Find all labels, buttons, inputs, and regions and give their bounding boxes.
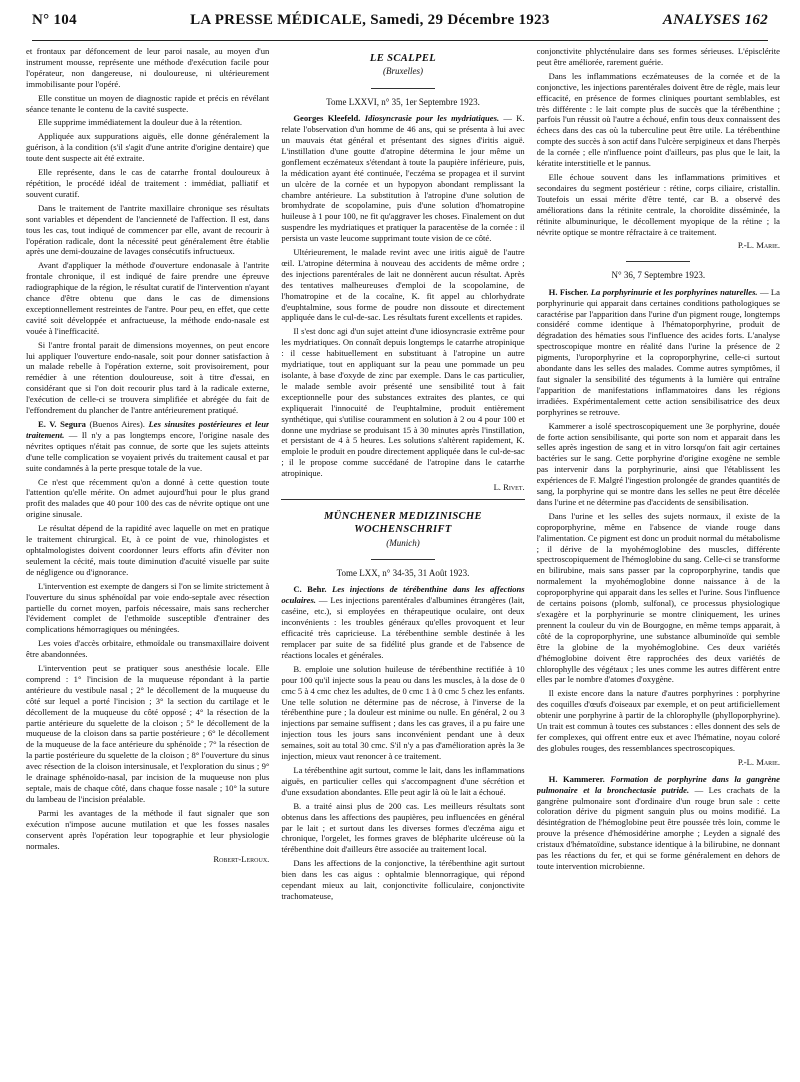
abstract-text: — Les injections parentérales d'albumines étrangères (lait, caséine, etc.), si employées en thérapeutique oculaire, ont deux inconvénients : les troubles généraux qu'elles provoquent et leur efficacité très capricieuse. La térébenthine semble destinée à les remplacer par suite de sa fidélité plus grande et de l'absence de réactions locales et générales.: [281, 595, 525, 660]
journal-name: MÜNCHENER MEDIZINISCHE WOCHENSCHRIFT: [324, 510, 482, 536]
journal-city: (Bruxelles): [383, 66, 423, 77]
paragraph: B. a traité ainsi plus de 200 cas. Les meilleurs résultats sont obtenus dans les affections des paupières, peu influencées en général par le lait ; et surtout dans les diverses formes d'eczéma aigu et chronique, l'orgelet, les formes graves de blépharite ulcéreuse où la térébenthine doit d'ailleurs être associée au traitement local.: [281, 800, 525, 855]
column-1: [26, 46, 269, 1070]
divider: [281, 499, 524, 500]
columns: [26, 46, 780, 1070]
author-name: Georges Kleefeld.: [293, 113, 361, 124]
paragraph: La térébenthine agit surtout, comme le lait, dans les inflammations aiguës, en particulier celles qui s'accompagnent d'une sécrétion et d'une exsudation abondantes. Elle peut agir là où le lait a échoué.: [281, 764, 525, 797]
paragraph: conjonctivite phlycténulaire dans ses formes sérieuses. L'épisclérite peut être améliorée, rarement guérie.: [536, 46, 780, 67]
issue-info: Tome LXX, n° 34-35, 31 Août 1923.: [336, 568, 470, 579]
paragraph: Dans les affections de la conjonctive, la térébenthine agit surtout bien dans les cas aigus : ophtalmie blennorragique, qui répond cependant mieux au lait, conjonctivite folliculaire, conjonctivite trachomateuse,: [281, 858, 525, 901]
paragraph: Elle supprime immédiatement la douleur due à la rétention.: [38, 117, 243, 128]
author-city: (Buenos Aires).: [85, 419, 149, 429]
paragraph: Ce n'est que récemment qu'on a donné à cette question toute l'attention qu'elle mérite. On admet aujourd'hui pour le plus grand profit des malades que 40 pour 100 des cas de névrite optique ont une origine sinusale.: [26, 476, 270, 520]
paragraph: Il s'est donc agi d'un sujet atteint d'une idiosyncrasie extrême pour les mydriatiques. On connaît depuis longtemps le catarrhe atropinique : il cesse habituellement en substituant à l'atropine un autre mydriatique, tout en appliquant sur la peau une pommade un peu isolante, à base d'oxyde de zinc par exemple. Dans le cas particulier, le malade semble avoir présenté une sensibilité tout à fait exceptionnelle pour des substances extraites des plantes, ce qui expliquerait l'innocuité de l'euphtalmine, produit entièrement synthétique, qui s'utilise couramment en solution à 2 ou 4 pour 100 et donne une mydriase se produisant 15 à 30 minutes après l'instillation, et persistant de 4 à 5 heures. Les solutions s'altèrent rapidement, K. emploie le produit en poudre directement appliquée dans le cul-de-sac ; il le propose comme succédané de l'atropine dans le catarrhe atropinique.: [281, 326, 525, 479]
issue-number: N° 104: [32, 11, 77, 28]
paragraph: Parmi les avantages de la méthode il faut signaler que son exécution n'impose aucune mutilation et que les fosses nasales conservent après l'opération leur topographie et leur physiologie normales.: [26, 807, 270, 851]
paragraph: Le résultat dépend de la rapidité avec laquelle on met en pratique le traitement chirurgical. Et, à ce point de vue, rhinologistes et ophtalmologistes doivent coordonner leurs efforts afin d'éviter non seulement la cécité, mais toute diminution d'acuité visuelle par suite de négligence ou d'ignorance.: [26, 523, 270, 577]
abstract-text: — Il n'y a pas longtemps encore, l'origine nasale des névrites optiques n'était pas connue, de sorte que les sujets atteints d'une telle complication se voyaient privés du traitement causal et par suite condamnés à la perte presque totale de la vue.: [26, 429, 270, 473]
paragraph: L'intervention est exempte de dangers si l'on se limite strictement à l'ouverture du sinus sphénoïdal par voie endo-septale avec résection partielle du cornet moyen, parfois nécessaire, mais sans rechercher l'évidement complet de l'ethmoïde susceptible d'entrainer des complications hémorragiques ou méningées.: [26, 580, 270, 635]
author-name: E. V. Segura: [38, 419, 86, 429]
abstract-segura: [26, 419, 269, 474]
column-3: [537, 46, 780, 1070]
journal-name: LE SCALPEL: [369, 53, 437, 64]
paragraph: Dans les inflammations eczémateuses de la cornée et de la conjonctive, les injections parentérales doivent être de règle, mais leur efficacité, en présence de formes cliniques pourtant semblables, est très différente : le lait compte plus de succès que la térébenthine ; parfois l'un réussit où l'autre a échoué, enfin tous deux connaissent des échecs dans des cas où la tuberculine peut être utile. La térébenthine compte des succès à son actif dans l'ulcère serpigineux et dans l'herpès de la cornée ; elle n'influence point d'ailleurs, pas plus que le lait, la kératite interstitielle et le pannus.: [536, 70, 780, 169]
abstract-kammerer: [537, 774, 780, 872]
abstract-kleefeld: [281, 113, 524, 244]
paragraph: L'intervention peut se pratiquer sous anesthésie locale. Elle comprend : 1° l'incision de la muqueuse répondant à la partie antérieure du vestibule nasal ; 2° le décollement de la muqueuse du côté sur lequel a porté l'incision ; 3° la section du cartilage et le décollement de la muqueuse du côté opposé ; 4° la résection de la partie antérieure du squelette de la cloison ; 5° le décollement de la muqueuse de la cloison dans sa partie postérieure ; 6° le décollement de la muqueuse de la face antérieure du sphénoïde ; 7° la résection de la partie postérieure du squelette de la cloison ; 8° l'ouverture du sinus avec résection de la cloison intersinusale, et l'exploration du sinus ; 9° le drainage sphénoïdo-nasal, par incision de la muqueuse non plus septale, mais de chaque côté, dans chaque fosse nasale ; 10° la suture du lambeau de l'incision préalable.: [26, 663, 270, 804]
paragraph: Elle constitue un moyen de diagnostic rapide et précis en révélant séance tenante le contenu de la cavité suspecte.: [26, 92, 270, 114]
paragraph: Dans le traitement de l'antrite maxillaire chronique ses résultats sont variables et dépendent de l'ancienneté de l'affection. Il est, dans tous les cas, tout indiqué de commencer par elle, avant de recourir à l'opération radicale, dont la nécessité peut généralement être établie après une demi-douzaine de lavages consécutifs infructueux.: [26, 202, 270, 257]
paragraph: Kammerer a isolé spectroscopiquement une 3e porphyrine, douée de forte action sensibilisante, qui porte son nom et apparait dans les selles après ingestion de sang et in vitro lorsqu'on fait agir certaines bactéries sur le sang. Cette porphyrine d'origine exogène ne semble pas intervenir dans la porphyrinurie, ainsi que l'établissent les expériences de F. Malgré l'ingestion prolongée de grandes quantités de sang, la porphyrine qui se montre dans les selles ne peut être décelée dans l'urine et ne détermine pas d'accidents de sensibilisation.: [536, 420, 780, 507]
column-2: [281, 46, 524, 1070]
paragraph: Avant d'appliquer la méthode d'ouverture endonasale à l'antrite frontale chronique, il est indiqué de faire prendre une épreuve radiographique de la région, le résultat curatif de l'intervention n'ayant chance d'être obtenu que dans le cas de dimensions exceptionnellement restreintes de l'antre. Pour peu, en effet, que cette cavité soit développée et anfractueuse, la méthode endo-nasale est vouée à l'inefficacité.: [26, 260, 270, 336]
abstract-text: — Les crachats de la gangrène pulmonaire sont d'ordinaire d'un rouge brun sale : cette coloration dérive du pigment sanguin plus ou moins modifié. La désintégration de l'hémoglobine peut être poussée très loin, comme le prouve la présence d'hémosidérine amorphe ; Leyden a signalé des cristaux d'hématoïdine, substance identique à la bilirubine, ne donnant pas les réactions du fer, et qui se forme généralement en dehors de toute intervention microbienne.: [536, 784, 780, 871]
signature: P.-L. Marie.: [737, 756, 780, 767]
signature: Robert-Leroux.: [213, 854, 270, 865]
abstract-behr: [281, 584, 524, 660]
abstract-title: Formation de porphyrine dans la gangrène pulmonaire et la bronchectasie putride.: [536, 773, 780, 795]
journal-title: LA PRESSE MÉDICALE, Samedi, 29 Décembre 1923: [190, 11, 550, 28]
signature: L. Rivet.: [493, 482, 525, 493]
paragraph: Elle représente, dans le cas de catarrhe frontal douloureux à répétition, le procédé idéal de traitement : immédiat, palliatif et souvent curatif.: [26, 167, 270, 199]
page-header: [32, 0, 768, 41]
paragraph: Ultérieurement, le malade revint avec une iritis aiguë de l'autre œil. L'atropine détermina à nouveau des accidents de même ordre ; des injections parentérales de lait ne donnèrent aucun résultat. Après des tentatives malheureuses d'emploi de la scopolamine, de l'homatropine et de la cocaïne, K. fit appel au chlorhydrate d'euphtalmine, sous forme de poudre non dissoute et directement appliquée dans le cul-de-sac. Les résultats furent excellents et rapides.: [281, 247, 525, 323]
paragraph: et frontaux par défoncement de leur paroi nasale, au moyen d'un instrument mousse, représente une méthode d'exécution facile pour l'opérateur, non dangereuse, ni douloureuse, ni ultérieurement immobilisante pour l'opéré.: [26, 46, 270, 89]
abstract-text: — La porphyrinurie qui apparait dans certaines conditions pathologiques se caractérise par l'apparition dans l'urine d'un pigment rouge, longtemps considéré comme identique à l'hématoporphyrine, produit de dégradation des hématies sous l'influence des acides forts. L'analyse spectroscopique montre en réalité dans l'urine la présence de 2 pigments, l'uroporphyrine et la coproporphyrine, celle-ci surtout abondante dans les selles des malades. Comme autres symptômes, il faut signaler la sensibilité des téguments à la lumière qui entraîne l'apparition de manifestations inflammatoires dans les régions irradiées. Expérimentalement cette action sensibilisatrice des deux porphyrines se retrouve.: [536, 286, 780, 417]
journal-city: (Munich): [386, 537, 420, 548]
abstract-title: La porphyrinurie et les porphyrines naturelles.: [590, 286, 758, 297]
issue-info: Tome LXXVI, n° 35, 1er Septembre 1923.: [326, 96, 480, 107]
author-name: H. Fischer.: [548, 286, 589, 297]
paragraph: Elle échoue souvent dans les inflammations primitives et secondaires du segment postérieur : rétine, corps ciliaire, cristallin. Toutefois un essai mérite d'être tenté, car B. a observé des améliorations dans la rétinite centrale, la choroïdite disséminée, la rétinite albuminurique, le décollement myopique de la rétine ; la névrite optique se montre réfractaire à ce traitement.: [536, 171, 780, 237]
author-name: H. Kammerer.: [548, 773, 605, 784]
paragraph: Dans l'urine et les selles des sujets normaux, il existe de la coproporphyrine, même en l'absence de viande rouge dans l'alimentation. Ce pigment est donc un produit normal du métabolisme ; il dérive de la myohémoglobine des muscles, différente spectroscopiquement de l'hémoglobine du sang. Celle-ci se transforme en bilirubine, mais sans passer par la coproporphyrine, tandis que normalement la myohémoglobine donne naissance à de la coproporphyrine qui apparait dans les selles et l'urine. Sous l'influence de certains poisons (plomb, sulfonal), ce processus physiologique s'exagère et la porphyrinurie se montre cliniquement, les urines prennent la couleur du vin de Bourgogne, en même temps apparait, à côté de la coproporphyrine, une substance albuminoïde qui semble être la globine de la myohémoglobine. Ces deux variétés d'hémoglobine doivent être rapprochées des deux variétés de chlorophylle des végétaux ; les unes comme les autres diffèrent entre elles par le nombre d'atomes d'oxygène.: [536, 510, 780, 685]
section-label: ANALYSES 162: [662, 11, 768, 28]
paragraph: Appliquée aux suppurations aiguës, elle donne généralement la guérison, à la condition (s'il s'agit d'une antrite d'origine dentaire) que toute dent suspecte ait été extraite.: [26, 131, 270, 164]
abstract-title: Les injections de térébenthine dans les affections oculaires.: [281, 584, 525, 606]
divider: [626, 261, 690, 262]
paragraph: Si l'antre frontal parait de dimensions moyennes, on peut encore lui appliquer l'ouverture endo-nasale, soit pour donner satisfaction à un malade rebelle à l'opération externe, soit provisoirement, pour remédier à une rétention douloureuse, soit à titre d'essai, en considérant que si l'on doit recourir plus tard à la radicale externe, l'exécution de celle-ci se trouvera simplifiée et abrégée du fait de l'effondrement du plancher de l'antre antérieurement pratiqué.: [26, 339, 270, 416]
divider: [371, 559, 435, 560]
paragraph: Les voies d'accès orbitaire, ethmoïdale ou transmaxillaire doivent être abandonnées.: [26, 638, 270, 660]
divider: [371, 88, 435, 89]
author-name: C. Behr.: [293, 584, 327, 595]
abstract-title: Les sinusites postérieures et leur traitement.: [26, 419, 270, 440]
issue-info: N° 36, 7 Septembre 1923.: [611, 270, 706, 281]
abstract-fischer: [537, 287, 780, 418]
abstract-text: — K. relate l'observation d'un homme de 46 ans, qui se présenta à lui avec un mauvais état général et présentant des signes d'iritis aiguë. L'instillation d'une goutte d'atropine détermina le jour même un gonflement eczémateux s'étendant à toute la paupière inférieure, puis, la médication ayant été continuée, l'eczéma se propagea et il survint un ulcère de la cornée et un hypopyon abondant remplissant la chambre antérieure. La substitution à l'atropine d'une solution de bromhydrate de scopolamine, puis d'une solution d'homatropine huileuse à 1 pour 100, ne fit qu'aggraver les choses. Finalement on dut suspendre les mydriatiques et pratiquer la paracentèse de la cornée : il persista un vaste leucome supprimant toute vision de ce côté.: [281, 113, 525, 244]
signature: P.-L. Marie.: [737, 240, 780, 251]
paragraph: B. emploie une solution huileuse de térébenthine rectifiée à 10 pour 100 qu'il injecte sous la peau ou dans les muscles, à la dose de 0 cmc 5 à 4 cmc chez les adultes, de 0 cmc 1 à 0 cmc 5 chez les enfants. Une telle solution ne détermine pas de nécrose, à l'inverse de la térébenthine pure ; la douleur est minime ou nulle. En général, 2 ou 3 injections par semaine suffisent ; dans les cas graves, il a pu faire une injection tous les jours sans inconvénient pendant une à deux semaines, soit au total 30 cmc. S'il n'y a pas d'amélioration après la 3e injection, mieux vaut renoncer à ce traitement.: [281, 663, 525, 762]
abstract-title: Idiosyncrasie pour les mydriatiques.: [364, 113, 500, 124]
paragraph: Il existe encore dans la nature d'autres porphyrines : porphyrine des coquilles d'œufs d'oiseaux par exemple, et on peut artificiellement obtenir une porphyrine à partir de la chlorophylle (phylloporphyrine). Un trait est commun à toutes ces substances : elles donnent des sels de fer complexes, qui offrent entre eux et avec l'hématine, noyau coloré des globules rouges, des ressemblances spectroscopiques.: [536, 688, 780, 753]
